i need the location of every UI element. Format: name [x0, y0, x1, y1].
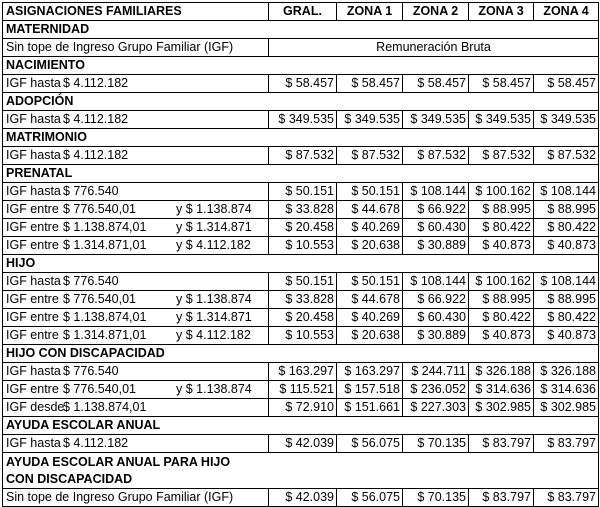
prenatal-label-group	[6, 237, 265, 254]
section-row	[3, 21, 599, 39]
range-to: y $ 1.314.871	[176, 310, 252, 324]
range-to: y $ 4.112.182	[176, 328, 251, 342]
range-to: y $ 1.138.874	[176, 382, 252, 396]
hijo-label-cell	[3, 309, 269, 327]
section-row	[3, 57, 599, 75]
prenatal-label-cell	[3, 237, 269, 255]
range-label: IGF desde	[6, 400, 65, 414]
value-cell: $ 50.151	[269, 183, 337, 201]
value-cell: $ 349.535	[269, 111, 337, 129]
value-cell: $ 302.985	[534, 399, 599, 417]
hijo-label-group	[6, 291, 265, 308]
value-cell: $ 66.922	[403, 201, 469, 219]
hijo-discapacidad-label-group	[6, 381, 265, 398]
section-row	[3, 453, 599, 489]
zone-header-gral: GRAL.	[269, 3, 337, 21]
value-cell: $ 40.269	[337, 219, 403, 237]
value-cell: $ 88.995	[534, 201, 599, 219]
prenatal-label-cell	[3, 219, 269, 237]
hijo-label-cell	[3, 291, 269, 309]
nacimiento-label-group	[6, 75, 265, 92]
range-from: $ 1.314.871,01	[63, 238, 147, 252]
range-label: IGF hasta	[6, 148, 61, 162]
table-row	[3, 219, 599, 237]
value-cell: $ 66.922	[403, 291, 469, 309]
range-from: $ 4.112.182	[63, 112, 129, 126]
maternidad-row	[3, 39, 599, 57]
value-cell: $ 108.144	[534, 183, 599, 201]
matrimonio-label-cell	[3, 147, 269, 165]
value-cell: $ 10.553	[269, 237, 337, 255]
section-title-nacimiento: NACIMIENTO	[3, 57, 599, 75]
value-cell: $ 72.910	[269, 399, 337, 417]
value-cell: $ 314.636	[469, 381, 534, 399]
section-title-line1: AYUDA ESCOLAR ANUAL PARA HIJO	[6, 454, 231, 469]
value-cell: $ 108.144	[403, 183, 469, 201]
range-from: $ 776.540	[63, 184, 119, 198]
value-cell: $ 163.297	[337, 363, 403, 381]
value-cell: $ 302.985	[469, 399, 534, 417]
range-from: $ 776.540,01	[63, 292, 136, 306]
value-cell: $ 151.661	[337, 399, 403, 417]
value-cell: $ 40.873	[534, 327, 599, 345]
value-cell: $ 58.457	[534, 75, 599, 93]
table-row	[3, 489, 599, 507]
range-label: IGF entre	[6, 292, 59, 306]
section-title-prenatal: PRENATAL	[3, 165, 599, 183]
table-row	[3, 75, 599, 93]
prenatal-label-cell	[3, 201, 269, 219]
value-cell: $ 50.151	[269, 273, 337, 291]
hijo-discapacidad-label-group	[6, 363, 265, 380]
value-cell: $ 88.995	[534, 291, 599, 309]
value-cell: $ 80.422	[534, 309, 599, 327]
ayuda-escolar-label-cell	[3, 435, 269, 453]
value-cell: $ 56.075	[337, 435, 403, 453]
value-cell: $ 349.535	[469, 111, 534, 129]
header-row	[3, 3, 599, 21]
value-cell: $ 115.521	[269, 381, 337, 399]
value-cell: $ 163.297	[269, 363, 337, 381]
table-row	[3, 363, 599, 381]
value-cell: $ 58.457	[269, 75, 337, 93]
section-row	[3, 165, 599, 183]
value-cell: $ 60.430	[403, 219, 469, 237]
range-to: y $ 1.138.874	[176, 202, 252, 216]
prenatal-label-group	[6, 183, 265, 200]
matrimonio-label-group	[6, 147, 265, 164]
range-to: y $ 1.314.871	[176, 220, 252, 234]
value-cell: $ 40.873	[534, 237, 599, 255]
value-cell: $ 20.458	[269, 219, 337, 237]
maternidad-value: Remuneración Bruta	[269, 39, 599, 57]
range-from: $ 776.540	[63, 274, 119, 288]
section-row	[3, 417, 599, 435]
asignaciones-table	[2, 2, 599, 507]
zone-header-2: ZONA 2	[403, 3, 469, 21]
range-label: IGF entre	[6, 328, 59, 342]
value-cell: $ 50.151	[337, 273, 403, 291]
value-cell: $ 87.532	[403, 147, 469, 165]
value-cell: $ 42.039	[269, 435, 337, 453]
adopcion-label-cell	[3, 111, 269, 129]
value-cell: $ 80.422	[469, 309, 534, 327]
ayuda-escolar-disc-label: Sin tope de Ingreso Grupo Familiar (IGF)	[3, 489, 269, 507]
hijo-label-group	[6, 309, 265, 326]
hijo-discapacidad-label-cell	[3, 363, 269, 381]
zone-header-4: ZONA 4	[534, 3, 599, 21]
table-row	[3, 183, 599, 201]
value-cell: $ 33.828	[269, 291, 337, 309]
section-title-ayuda-escolar-disc	[3, 453, 599, 489]
range-from: $ 4.112.182	[63, 148, 129, 162]
range-label: IGF hasta	[6, 112, 61, 126]
value-cell: $ 349.535	[337, 111, 403, 129]
value-cell: $ 10.553	[269, 327, 337, 345]
value-cell: $ 30.889	[403, 237, 469, 255]
hijo-label-cell	[3, 327, 269, 345]
range-from: $ 4.112.182	[63, 76, 129, 90]
value-cell: $ 20.638	[337, 327, 403, 345]
value-cell: $ 87.532	[337, 147, 403, 165]
table-title: ASIGNACIONES FAMILIARES	[3, 3, 269, 21]
value-cell: $ 100.162	[469, 183, 534, 201]
value-cell: $ 70.135	[403, 435, 469, 453]
table-row	[3, 435, 599, 453]
table-body	[3, 3, 599, 507]
prenatal-label-group	[6, 219, 265, 236]
value-cell: $ 88.995	[469, 291, 534, 309]
value-cell: $ 80.422	[534, 219, 599, 237]
zone-header-1: ZONA 1	[337, 3, 403, 21]
value-cell: $ 314.636	[534, 381, 599, 399]
value-cell: $ 87.532	[269, 147, 337, 165]
value-cell: $ 100.162	[469, 273, 534, 291]
range-from: $ 1.314.871,01	[63, 328, 147, 342]
table-row	[3, 201, 599, 219]
value-cell: $ 349.535	[534, 111, 599, 129]
value-cell: $ 236.052	[403, 381, 469, 399]
hijo-label-cell	[3, 273, 269, 291]
value-cell: $ 227.303	[403, 399, 469, 417]
section-row	[3, 93, 599, 111]
value-cell: $ 58.457	[337, 75, 403, 93]
hijo-label-group	[6, 327, 265, 344]
value-cell: $ 58.457	[403, 75, 469, 93]
value-cell: $ 157.518	[337, 381, 403, 399]
value-cell: $ 60.430	[403, 309, 469, 327]
value-cell: $ 50.151	[337, 183, 403, 201]
value-cell: $ 44.678	[337, 291, 403, 309]
section-title-line2: CON DISCAPACIDAD	[6, 471, 133, 486]
section-title-adopcion: ADOPCIÓN	[3, 93, 599, 111]
value-cell: $ 30.889	[403, 327, 469, 345]
range-to: y $ 1.138.874	[176, 292, 252, 306]
value-cell: $ 88.995	[469, 201, 534, 219]
hijo-discapacidad-label-cell	[3, 381, 269, 399]
value-cell: $ 40.269	[337, 309, 403, 327]
value-cell: $ 83.797	[469, 435, 534, 453]
adopcion-label-group	[6, 111, 265, 128]
value-cell: $ 87.532	[534, 147, 599, 165]
table-row	[3, 381, 599, 399]
range-label: IGF hasta	[6, 364, 61, 378]
table-row	[3, 111, 599, 129]
table-row	[3, 291, 599, 309]
value-cell: $ 108.144	[534, 273, 599, 291]
value-cell: $ 40.873	[469, 327, 534, 345]
value-cell: $ 58.457	[469, 75, 534, 93]
hijo-discapacidad-label-group	[6, 399, 265, 416]
range-from: $ 1.138.874,01	[63, 220, 147, 234]
value-cell: $ 87.532	[469, 147, 534, 165]
section-title-hijo: HIJO	[3, 255, 599, 273]
value-cell: $ 20.458	[269, 309, 337, 327]
range-from: $ 1.138.874,01	[63, 310, 147, 324]
range-from: $ 776.540,01	[63, 202, 136, 216]
value-cell: $ 40.873	[469, 237, 534, 255]
section-title-hijo-discapacidad: HIJO CON DISCAPACIDAD	[3, 345, 599, 363]
value-cell: $ 56.075	[337, 489, 403, 507]
table-row	[3, 273, 599, 291]
value-cell: $ 42.039	[269, 489, 337, 507]
range-label: IGF entre	[6, 220, 59, 234]
range-from: $ 776.540	[63, 364, 119, 378]
value-cell: $ 326.188	[534, 363, 599, 381]
nacimiento-label-cell	[3, 75, 269, 93]
value-cell: $ 80.422	[469, 219, 534, 237]
zone-header-3: ZONA 3	[469, 3, 534, 21]
table-row	[3, 327, 599, 345]
value-cell: $ 349.535	[403, 111, 469, 129]
section-title-ayuda-escolar: AYUDA ESCOLAR ANUAL	[3, 417, 599, 435]
table-row	[3, 399, 599, 417]
range-to: y $ 4.112.182	[176, 238, 251, 252]
range-label: IGF hasta	[6, 274, 61, 288]
prenatal-label-cell	[3, 183, 269, 201]
section-row	[3, 345, 599, 363]
value-cell: $ 70.135	[403, 489, 469, 507]
section-title-maternidad: MATERNIDAD	[3, 21, 599, 39]
value-cell: $ 83.797	[534, 489, 599, 507]
table-row	[3, 237, 599, 255]
range-label: IGF entre	[6, 382, 59, 396]
maternidad-label: Sin tope de Ingreso Grupo Familiar (IGF)	[3, 39, 269, 57]
value-cell: $ 20.638	[337, 237, 403, 255]
section-title-matrimonio: MATRIMONIO	[3, 129, 599, 147]
range-label: IGF hasta	[6, 184, 61, 198]
value-cell: $ 83.797	[534, 435, 599, 453]
value-cell: $ 326.188	[469, 363, 534, 381]
section-row	[3, 255, 599, 273]
range-label: IGF entre	[6, 238, 59, 252]
hijo-label-group	[6, 273, 265, 290]
value-cell: $ 108.144	[403, 273, 469, 291]
range-from: $ 1.138.874,01	[63, 400, 147, 414]
value-cell: $ 83.797	[469, 489, 534, 507]
value-cell: $ 33.828	[269, 201, 337, 219]
ayuda-escolar-label-group	[6, 435, 265, 452]
prenatal-label-group	[6, 201, 265, 218]
range-from: $ 776.540,01	[63, 382, 136, 396]
range-from: $ 4.112.182	[63, 436, 129, 450]
table-row	[3, 309, 599, 327]
range-label: IGF entre	[6, 202, 59, 216]
range-label: IGF hasta	[6, 436, 61, 450]
range-label: IGF hasta	[6, 76, 61, 90]
range-label: IGF entre	[6, 310, 59, 324]
section-row	[3, 129, 599, 147]
value-cell: $ 244.711	[403, 363, 469, 381]
hijo-discapacidad-label-cell	[3, 399, 269, 417]
table-row	[3, 147, 599, 165]
value-cell: $ 44.678	[337, 201, 403, 219]
